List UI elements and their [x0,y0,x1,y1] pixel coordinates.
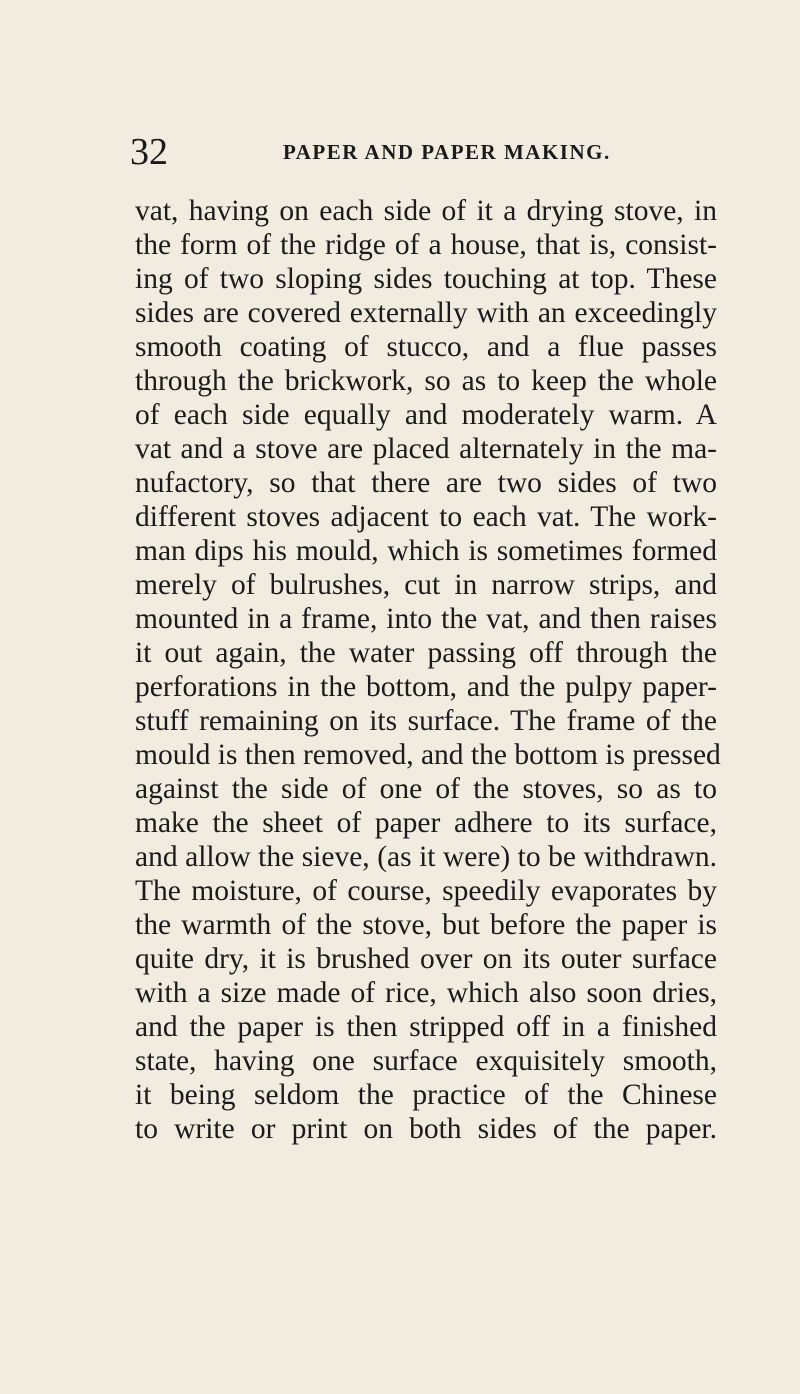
running-title: PAPER AND PAPER MAKING. [283,140,611,164]
text-line: it out again, the water passing off through the [135,637,717,669]
text-line: and allow the sieve, (as it were) to be withdrawn. [135,841,717,873]
text-line: ing of two sloping sides touching at top. These [135,263,717,295]
text-line: mould is then removed, and the bottom is pressed [135,739,721,771]
text-line: through the brickwork, so as to keep the whole [135,365,717,397]
text-line: The moisture, of course, speedily evaporates by [135,875,717,907]
text-line: different stoves adjacent to each vat. The work- [135,501,717,533]
text-line: it being seldom the practice of the Chinese [135,1079,717,1111]
text-line: sides are covered externally with an exceedingly [135,297,717,329]
page-number: 32 [130,131,168,173]
text-line: of each side equally and moderately warm. A [135,399,717,431]
text-line: perforations in the bottom, and the pulpy paper- [135,671,717,703]
text-line: and the paper is then stripped off in a finished [135,1011,717,1043]
running-head [130,132,710,172]
text-line: with a size made of rice, which also soon dries, [135,977,717,1009]
text-line: the form of the ridge of a house, that is, consist- [135,229,717,261]
text-line: against the side of one of the stoves, so as to [135,773,717,805]
body-paragraph [135,194,721,1146]
text-line: make the sheet of paper adhere to its surface, [135,807,717,839]
text-line: merely of bulrushes, cut in narrow strips, and [135,569,717,601]
text-line: mounted in a frame, into the vat, and then raises [135,603,717,635]
text-line: vat and a stove are placed alternately in the ma- [135,433,717,465]
text-line: to write or print on both sides of the paper. [135,1113,717,1145]
text-line: man dips his mould, which is sometimes formed [135,535,717,567]
text-line: state, having one surface exquisitely smooth, [135,1045,717,1077]
text-line: the warmth of the stove, but before the paper is [135,909,717,941]
text-line: smooth coating of stucco, and a flue passes [135,331,717,363]
text-line: vat, having on each side of it a drying stove, in [135,195,717,227]
text-line: nufactory, so that there are two sides of two [135,467,717,499]
text-line: quite dry, it is brushed over on its outer surface [135,943,717,975]
text-line: stuff remaining on its surface. The frame of the [135,705,717,737]
